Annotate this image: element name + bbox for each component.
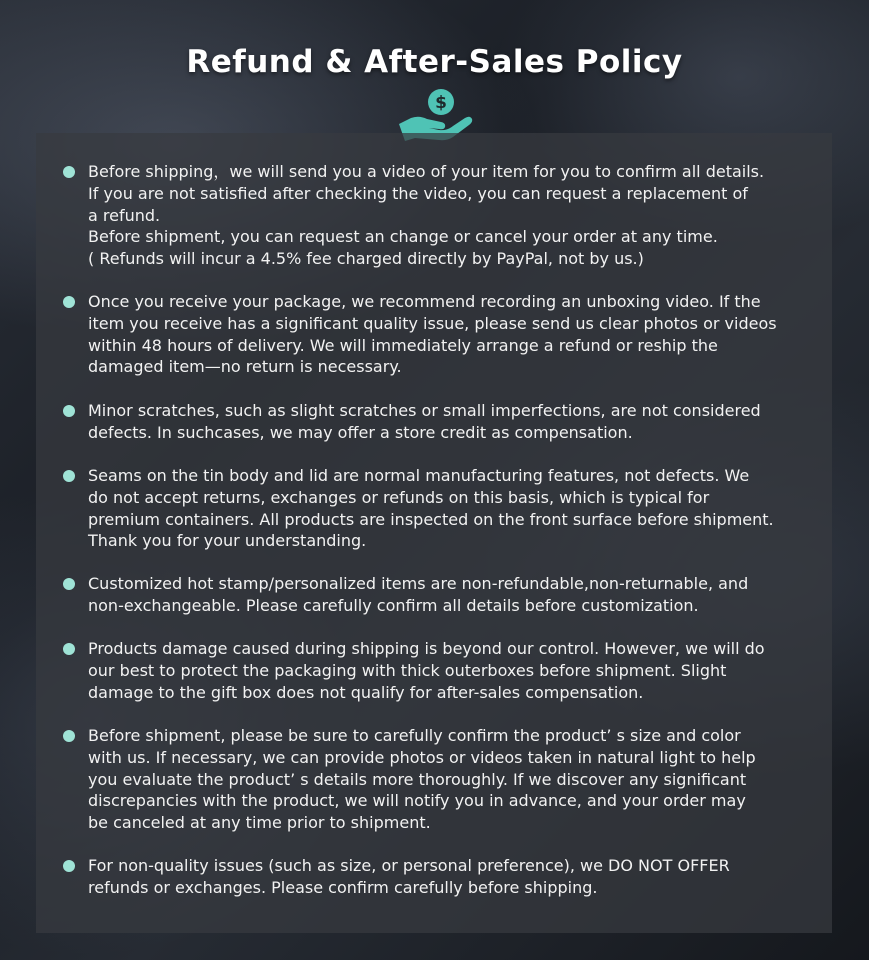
svg-text:$: $ xyxy=(435,93,447,113)
bullet-dot xyxy=(63,730,75,742)
bullet-dot xyxy=(63,470,75,482)
policy-item-text: Seams on the tin body and lid are normal manufacturing features, not defects. We do not accept returns, exchanges or refunds on this basis, which is typical for premium containers. All products are inspected on the front surface before shipment. Thank you for your understanding. xyxy=(88,466,774,551)
bullet-dot xyxy=(63,860,75,872)
policy-item-text: For non-quality issues (such as size, or personal preference), we DO NOT OFFER refunds or exchanges. Please confirm carefully before shipping. xyxy=(88,856,730,897)
policy-panel xyxy=(36,133,832,933)
policy-item-text: Before shipment, please be sure to carefully confirm the product’ s size and color with us. If necessary, we can provide photos or videos taken in natural light to help you evaluate the product’ s details more thoroughly. If we discover any significant discrepancies with the product, we will notify you in advance, and your order may be canceled at any time prior to shipment. xyxy=(88,726,756,833)
bullet-dot xyxy=(63,405,75,417)
bullet-dot xyxy=(63,578,75,590)
policy-item-text: Customized hot stamp/personalized items are non-refundable,non-returnable, and non-exchangeable. Please carefully confirm all details before customization. xyxy=(88,574,749,615)
policy-item-text: Products damage caused during shipping is beyond our control. However, we will do our best to protect the packaging with thick outerboxes before shipment. Slight damage to the gift box does not qualify for after-sales compensation. xyxy=(88,639,765,702)
bullet-dot xyxy=(63,643,75,655)
bullet-dot xyxy=(63,296,75,308)
policy-item-text: Once you receive your package, we recommend recording an unboxing video. If the item you receive has a significant quality issue, please send us clear photos or videos within 48 hours of delivery. We will immediately arrange a refund or reship the damaged item—no return is necessary. xyxy=(88,292,777,377)
bullet-dot xyxy=(63,166,75,178)
policy-item-text: Minor scratches, such as slight scratches or small imperfections, are not considered defects. In suchcases, we may offer a store credit as compensation. xyxy=(88,401,761,442)
policy-item-text: Before shipping，we will send you a video of your item for you to confirm all details. If you are not satisfied after checking the video, you can request a replacement of a refund. Before shipment, you can request an change or cancel your order at any time. ( Refunds will incur a 4.5% fee charged directly by PayPal, not by us.) xyxy=(88,162,765,269)
page-title: Refund & After-Sales Policy xyxy=(186,44,683,80)
